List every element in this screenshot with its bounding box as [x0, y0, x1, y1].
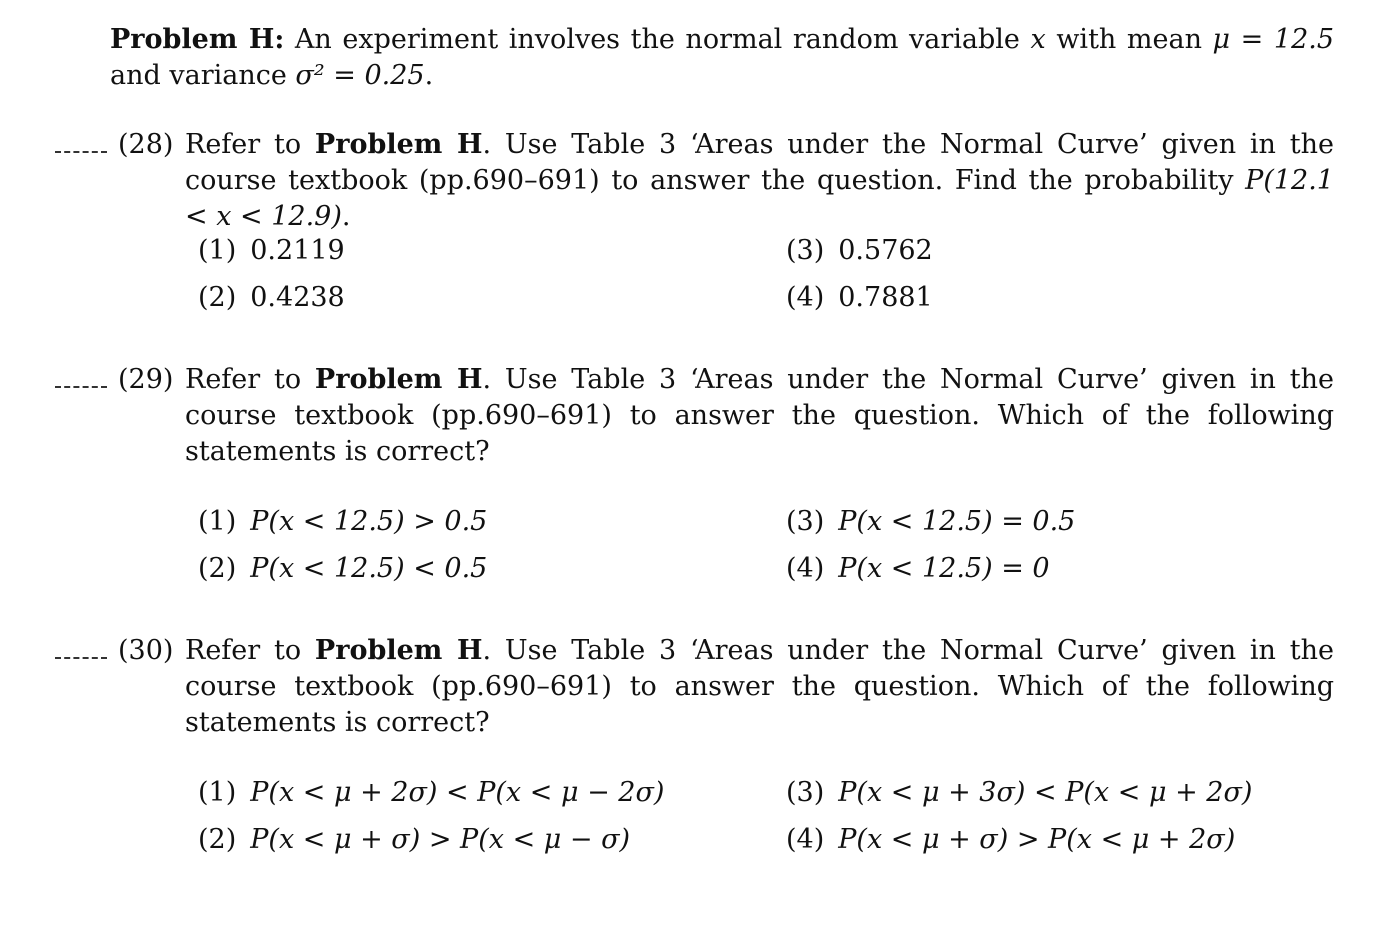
- option-1[interactable]: [198, 775, 664, 811]
- answer-blank-28[interactable]: [55, 151, 107, 153]
- option-number: (4): [786, 553, 825, 584]
- problem-mean: μ = 12.5: [1212, 24, 1335, 55]
- option-2[interactable]: [198, 280, 345, 316]
- option-text: P(x < μ + σ) > P(x < μ + 2σ): [838, 824, 1236, 855]
- option-number: (3): [786, 506, 825, 537]
- option-2[interactable]: [198, 551, 487, 587]
- option-4[interactable]: [786, 280, 933, 316]
- option-number: (1): [198, 235, 237, 266]
- option-1[interactable]: [198, 504, 487, 540]
- question-text: [185, 127, 1334, 235]
- option-text: 0.2119: [250, 235, 345, 266]
- option-2[interactable]: [198, 822, 630, 858]
- option-3[interactable]: [786, 775, 1252, 811]
- question-body: . Use Table 3 ‘Areas under the Normal Curve’ given in the course textbook (pp.690–691) to answer the question. Find the probability: [185, 129, 1334, 196]
- answer-blank-29[interactable]: [55, 386, 107, 388]
- option-number: (4): [786, 282, 825, 313]
- option-text: P(x < 12.5) = 0: [838, 553, 1050, 584]
- problem-text-mid: with mean: [1045, 24, 1213, 55]
- option-1[interactable]: [198, 233, 345, 269]
- problem-reference: Problem H: [314, 635, 483, 666]
- option-4[interactable]: [786, 822, 1235, 858]
- option-number: (3): [786, 777, 825, 808]
- option-text: P(x < μ + 3σ) < P(x < μ + 2σ): [838, 777, 1253, 808]
- question-lead: Refer to: [185, 635, 315, 666]
- question-end: .: [341, 201, 351, 232]
- question-number: (30): [118, 635, 174, 666]
- option-3[interactable]: [786, 233, 933, 269]
- question-lead: Refer to: [185, 364, 315, 395]
- problem-reference: Problem H: [314, 364, 483, 395]
- question-expression: P(12.1 < x < 12.9): [185, 165, 1334, 232]
- option-number: (3): [786, 235, 825, 266]
- option-text: 0.7881: [838, 282, 933, 313]
- problem-text-before: An experiment involves the normal random variable: [284, 24, 1031, 55]
- problem-end: .: [424, 60, 434, 91]
- option-number: (2): [198, 282, 237, 313]
- option-text: 0.4238: [250, 282, 345, 313]
- question-lead: Refer to: [185, 129, 315, 160]
- question-body: . Use Table 3 ‘Areas under the Normal Curve’ given in the course textbook (pp.690–691) to answer the question. Which of the following statements is correct?: [185, 364, 1334, 467]
- option-number: (1): [198, 506, 237, 537]
- option-number: (2): [198, 553, 237, 584]
- problem-label: Problem H:: [110, 24, 285, 55]
- option-4[interactable]: [786, 551, 1050, 587]
- question-number: (29): [118, 364, 174, 395]
- question-body: . Use Table 3 ‘Areas under the Normal Curve’ given in the course textbook (pp.690–691) to answer the question. Which of the following statements is correct?: [185, 635, 1334, 738]
- option-number: (1): [198, 777, 237, 808]
- problem-text-after: and variance: [110, 60, 296, 91]
- option-number: (4): [786, 824, 825, 855]
- option-text: P(x < 12.5) > 0.5: [250, 506, 488, 537]
- option-text: 0.5762: [838, 235, 933, 266]
- answer-blank-30[interactable]: [55, 657, 107, 659]
- question-text: [185, 633, 1334, 741]
- problem-variable: x: [1030, 24, 1046, 55]
- problem-variance: σ² = 0.25: [295, 60, 425, 91]
- problem-statement: [110, 22, 1334, 94]
- option-number: (2): [198, 824, 237, 855]
- option-text: P(x < 12.5) = 0.5: [838, 506, 1076, 537]
- option-text: P(x < μ + σ) > P(x < μ − σ): [250, 824, 631, 855]
- option-3[interactable]: [786, 504, 1075, 540]
- question-text: [185, 362, 1334, 470]
- option-text: P(x < μ + 2σ) < P(x < μ − 2σ): [250, 777, 665, 808]
- problem-reference: Problem H: [314, 129, 483, 160]
- question-number: (28): [118, 129, 174, 160]
- option-text: P(x < 12.5) < 0.5: [250, 553, 488, 584]
